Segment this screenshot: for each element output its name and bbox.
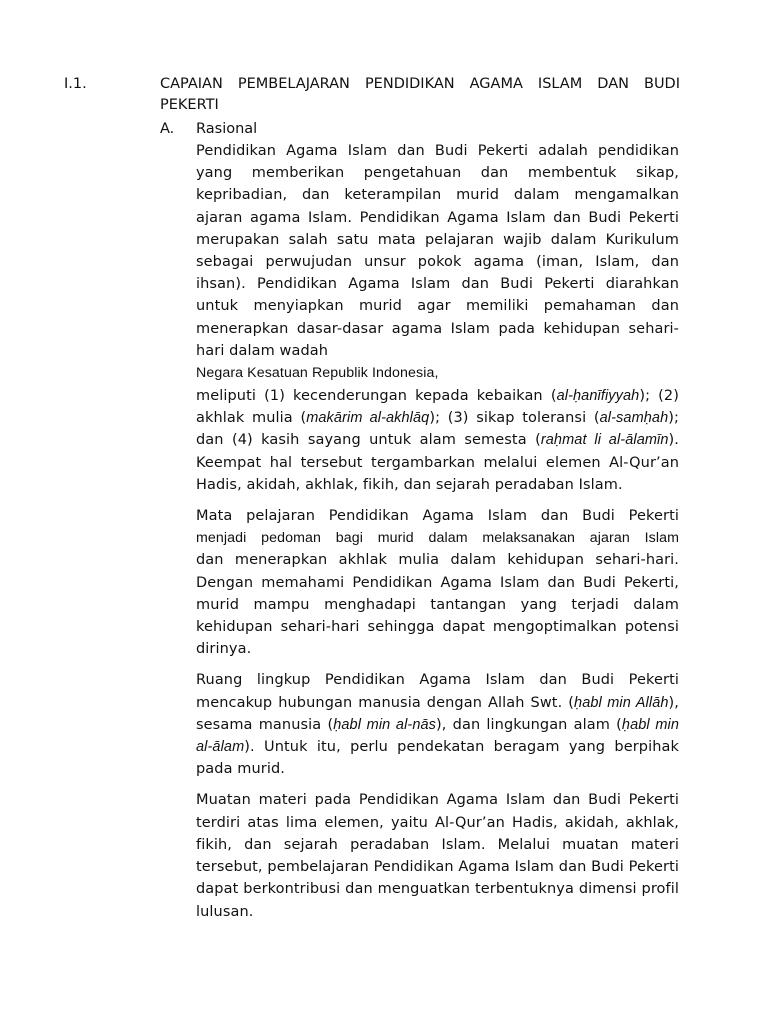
arabic-term: ḥabl min al-ālam	[196, 716, 680, 756]
paragraph-4: Ruang lingkup Pendidikan Agama Islam dan Budi Pekerti mencakup hubungan manusia dengan Allah Swt. (ḥabl min Allāh), sesama manusia (ḥabl min al-nās), dan lingkungan alam (ḥabl min al-ālam). Untuk itu, perlu pendekatan beragam yang berpihak pada murid.	[196, 672, 680, 778]
arabic-term: al-ḥanīfiyyah	[556, 388, 640, 405]
section-title	[160, 74, 680, 116]
subsection-title: Rasional	[196, 121, 258, 137]
section-title-line-1: CAPAIAN PEMBELAJARAN PENDIDIKAN AGAMA ISLAM DAN BUDI	[160, 76, 680, 92]
arabic-term: makārim al-akhlāq	[306, 410, 430, 427]
subsection-letter: A.	[160, 121, 175, 137]
arabic-term: ḥabl min al-nās	[333, 716, 436, 733]
paragraph-5: Muatan materi pada Pendidikan Agama Islam dan Budi Pekerti terdiri atas lima elemen, yaitu Al-Qur’an Hadis, akidah, akhlak, fikih, dan sejarah peradaban Islam. Melalui muatan materi tersebut, pembelajaran Pendidikan Agama Islam dan Budi Pekerti dapat berkontribusi dan menguatkan terbentuknya dimensi profil lulusan.	[196, 792, 679, 920]
arabic-term: raḥmat li al-ālamīn	[540, 432, 669, 449]
arabic-term: al-samḥah	[599, 410, 669, 427]
paragraph-1-tail: Negara Kesatuan Republik Indonesia,	[196, 365, 439, 382]
paragraph-3: Mata pelajaran Pendidikan Agama Islam dan Budi Pekerti menjadi pedoman bagi murid dalam melaksanakan ajaran Islam dan menerapkan akhlak mulia dalam kehidupan sehari-hari. Dengan memahami Pendidikan Agama Islam dan Budi Pekerti, murid mampu menghadapi tantangan yang terjadi dalam kehidupan sehari-hari sehingga dapat mengoptimalkan potensi dirinya.	[196, 508, 679, 658]
paragraph-2: meliputi (1) kecenderungan kepada kebaikan (al-ḥanīfiyyah); (2) akhlak mulia (makārim al-akhlāq); (3) sikap toleransi (al-samḥah); dan (4) kasih sayang untuk alam semesta (raḥmat li al-ālamīn). Keempat hal tersebut tergambarkan melalui elemen Al-Qur’an Hadis, akidah, akhlak, fikih, dan sejarah peradaban Islam.	[196, 388, 680, 493]
arabic-term: ḥabl min Allāh	[574, 694, 669, 711]
section-body	[196, 140, 679, 932]
section-number: I.1.	[64, 76, 87, 92]
paragraph-1: Pendidikan Agama Islam dan Budi Pekerti adalah pendidikan yang memberikan pengetahuan dan membentuk sikap, kepribadian, dan keterampilan murid dalam mengamalkan ajaran agama Islam. Pendidikan Agama Islam dan Budi Pekerti merupakan salah satu mata pelajaran wajib dalam Kurikulum sebagai perwujudan unsur pokok agama (iman, Islam, dan ihsan). Pendidikan Agama Islam dan Budi Pekerti diarahkan untuk menyiapkan murid agar memiliki pemahaman dan menerapkan dasar-dasar agama Islam pada kehidupan sehari-hari dalam wadah	[196, 143, 679, 359]
section-title-line-2: PEKERTI	[160, 97, 219, 113]
